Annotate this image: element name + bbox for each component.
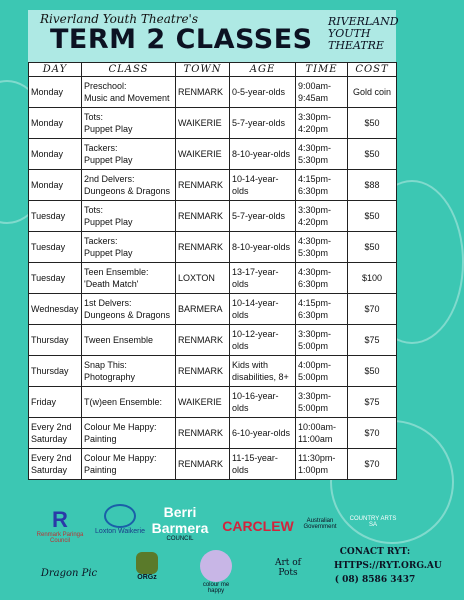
cost-cell: $50 [348,201,397,232]
table-row [29,170,397,201]
table-row [29,263,397,294]
time-cell: 4:30pm- 5:30pm [296,232,348,263]
day-cell: Friday [29,387,82,418]
time-cell: 4:00pm- 5:00pm [296,356,348,387]
column-header-class: CLASS [82,63,176,77]
art-of-pots-logo: Art of Pots [274,558,302,578]
class-cell: T(w)een Ensemble: [82,387,176,418]
page-subtitle: Riverland Youth Theatre's [40,12,199,26]
cost-cell: $100 [348,263,397,294]
time-cell: 9:00am- 9:45am [296,77,348,108]
contact-website[interactable]: HTTPS://RYT.ORG.AU [334,561,442,571]
berri-line3: COUNCIL [166,536,194,542]
table-row [29,449,397,480]
column-header-time: TIME [296,63,348,77]
class-cell: Snap This: Photography [82,356,176,387]
town-cell: LOXTON [176,263,230,294]
town-cell: RENMARK [176,418,230,449]
age-cell: 5-7-year-olds [230,108,296,139]
contact-heading: CONACT RYT: [339,547,411,557]
day-cell: Tuesday [29,232,82,263]
cost-cell: $50 [348,356,397,387]
table-row [29,356,397,387]
age-cell: 10-16-year-olds [230,387,296,418]
day-cell: Thursday [29,356,82,387]
table-row [29,201,397,232]
colour-me-happy-icon [200,550,232,582]
country-arts-logo: COUNTRY ARTS SA [349,516,397,528]
town-cell: WAIKERIE [176,108,230,139]
time-cell: 11:30pm- 1:00pm [296,449,348,480]
town-cell: RENMARK [176,356,230,387]
age-cell: 8-10-year-olds [230,139,296,170]
town-cell: RENMARK [176,77,230,108]
age-cell: 10-12-year-olds [230,325,296,356]
dragon-pic-logo: Dragon Pic [40,568,98,579]
contact-phone[interactable]: ( 08) 8586 3437 [334,575,416,585]
day-cell: Monday [29,139,82,170]
contact-info [334,545,442,587]
loxton-icon [104,504,136,528]
class-cell: Tackers: Puppet Play [82,232,176,263]
age-cell: 8-10-year-olds [230,232,296,263]
brand-logo [328,15,399,52]
class-cell: Tots: Puppet Play [82,201,176,232]
cost-cell: $70 [348,418,397,449]
government-logo: Australian Government [303,518,337,530]
table-row [29,294,397,325]
class-cell: 1st Delvers: Dungeons & Dragons [82,294,176,325]
town-cell: RENMARK [176,170,230,201]
town-cell: RENMARK [176,201,230,232]
class-cell: Teen Ensemble: 'Death Match' [82,263,176,294]
age-cell: 13-17-year-olds [230,263,296,294]
day-cell: Every 2nd Saturday [29,418,82,449]
age-cell: 0-5-year-olds [230,77,296,108]
brand-line1: RIVERLAND [328,15,399,28]
colour-me-happy-label: colour me happy [202,582,230,594]
time-cell: 3:30pm- 4:20pm [296,201,348,232]
day-cell: Tuesday [29,263,82,294]
time-cell: 10:00am- 11:00am [296,418,348,449]
time-cell: 4:15pm- 6:30pm [296,170,348,201]
column-header-day: DAY [29,63,82,77]
day-cell: Every 2nd Saturday [29,449,82,480]
class-cell: Preschool: Music and Movement [82,77,176,108]
cost-cell: $75 [348,387,397,418]
class-cell: Tackers: Puppet Play [82,139,176,170]
renmark-icon: R [52,507,68,532]
time-cell: 3:30pm- 5:00pm [296,387,348,418]
class-cell: 2nd Delvers: Dungeons & Dragons [82,170,176,201]
cost-cell: $70 [348,294,397,325]
class-cell: Colour Me Happy: Painting [82,418,176,449]
age-cell: 10-14-year-olds [230,170,296,201]
cost-cell: $88 [348,170,397,201]
day-cell: Tuesday [29,201,82,232]
age-cell: Kids with disabilities, 8+ [230,356,296,387]
town-cell: WAIKERIE [176,387,230,418]
day-cell: Wednesday [29,294,82,325]
column-header-age: AGE [230,63,296,77]
time-cell: 3:30pm- 5:00pm [296,325,348,356]
column-header-cost: COST [348,63,397,77]
town-cell: RENMARK [176,232,230,263]
page-title: TERM 2 CLASSES [50,24,313,55]
town-cell: RENMARK [176,325,230,356]
table-row [29,108,397,139]
day-cell: Monday [29,77,82,108]
table-row [29,77,397,108]
table-row [29,387,397,418]
table-row [29,139,397,170]
orgz-icon [136,552,158,574]
orgz-logo [132,552,162,581]
age-cell: 11-15-year-olds [230,449,296,480]
berri-logo [150,504,210,542]
day-cell: Thursday [29,325,82,356]
age-cell: 5-7-year-olds [230,201,296,232]
class-schedule-table [28,62,396,480]
time-cell: 4:15pm- 6:30pm [296,294,348,325]
orgz-label: ORGz [137,574,157,581]
class-cell: Colour Me Happy: Painting [82,449,176,480]
table-row [29,325,397,356]
brand-line2: YOUTH THEATRE [328,27,384,52]
time-cell: 4:30pm- 5:30pm [296,139,348,170]
column-header-town: TOWN [176,63,230,77]
day-cell: Monday [29,108,82,139]
table-row [29,418,397,449]
town-cell: RENMARK [176,449,230,480]
time-cell: 3:30pm- 4:20pm [296,108,348,139]
berri-line2: Barmera [151,520,209,536]
loxton-logo [92,504,148,535]
age-cell: 6-10-year-olds [230,418,296,449]
berri-line1: Berri [163,504,197,520]
table-row [29,232,397,263]
age-cell: 10-14-year-olds [230,294,296,325]
day-cell: Monday [29,170,82,201]
class-cell: Tots: Puppet Play [82,108,176,139]
town-cell: WAIKERIE [176,139,230,170]
carclew-logo: CARCLEW [222,518,294,534]
cost-cell: $50 [348,232,397,263]
cost-cell: $75 [348,325,397,356]
cost-cell: Gold coin [348,77,397,108]
cost-cell: $70 [348,449,397,480]
cost-cell: $50 [348,139,397,170]
town-cell: BARMERA [176,294,230,325]
table-header-row [29,63,397,77]
class-cell: Tween Ensemble [82,325,176,356]
renmark-logo [30,508,90,544]
renmark-label: Renmark Paringa Council [36,532,84,544]
cost-cell: $50 [348,108,397,139]
loxton-label: Loxton Waikerie [95,528,145,535]
time-cell: 4:30pm- 6:30pm [296,263,348,294]
colour-me-happy-logo [194,550,238,594]
